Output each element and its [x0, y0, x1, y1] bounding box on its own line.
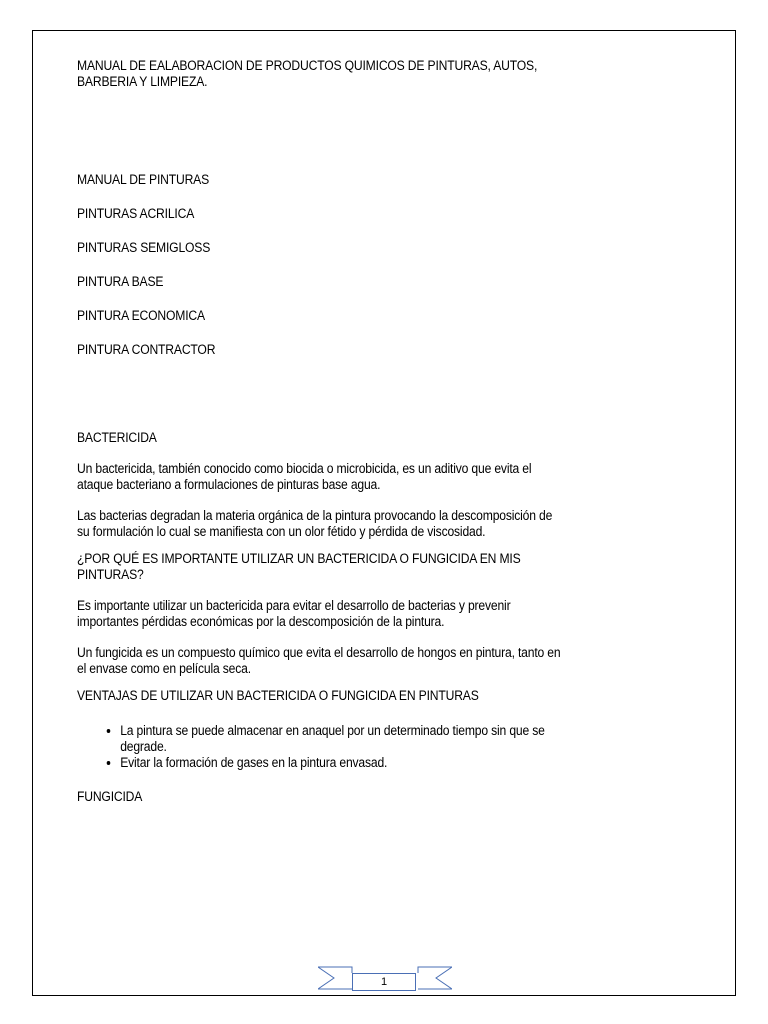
section-heading-fungicida: FUNGICIDA — [77, 789, 143, 804]
toc-item: PINTURA CONTRACTOR — [77, 342, 216, 357]
toc-item: PINTURAS SEMIGLOSS — [77, 240, 211, 255]
table-of-contents — [77, 172, 568, 358]
question-heading: ¿POR QUÉ ES IMPORTANTE UTILIZAR UN BACTERICIDA O FUNGICIDA EN MIS PINTURAS? — [77, 551, 521, 582]
toc-item: PINTURAS ACRILICA — [77, 206, 195, 221]
list-item: • Evitar la formación de gases en la pintura envasad. — [120, 755, 567, 771]
document-title: MANUAL DE EALABORACION DE PRODUCTOS QUIMICOS DE PINTURAS, AUTOS, BARBERIA Y LIMPIEZA. — [77, 58, 538, 89]
document-body — [77, 58, 568, 805]
paragraph: Un bactericida, también conocido como biocida o microbicida, es un aditivo que evita el ataque bacteriano a formulaciones de pinturas base agua. — [77, 461, 532, 492]
advantages-list — [77, 723, 568, 771]
toc-item: PINTURA ECONOMICA — [77, 308, 205, 323]
page-number-ribbon — [318, 965, 452, 991]
paragraph: Un fungicida es un compuesto químico que evita el desarrollo de hongos en pintura, tanto en el envase como en película seca. — [77, 645, 561, 676]
toc-item: PINTURA BASE — [77, 274, 164, 289]
advantages-heading: VENTAJAS DE UTILIZAR UN BACTERICIDA O FUNGICIDA EN PINTURAS — [77, 688, 479, 703]
paragraph: Es importante utilizar un bactericida para evitar el desarrollo de bacterias y prevenir importantes pérdidas económicas por la descomposición de la pintura. — [77, 598, 511, 629]
toc-item: MANUAL DE PINTURAS — [77, 172, 210, 187]
page-number: 1 — [352, 973, 416, 991]
list-item: • La pintura se puede almacenar en anaquel por un determinado tiempo sin que se degrade. — [120, 723, 567, 755]
paragraph: Las bacterias degradan la materia orgánica de la pintura provocando la descomposición de su formulación lo cual se manifiesta con un olor fétido y pérdida de viscosidad. — [77, 508, 553, 539]
section-heading-bactericida: BACTERICIDA — [77, 430, 157, 445]
